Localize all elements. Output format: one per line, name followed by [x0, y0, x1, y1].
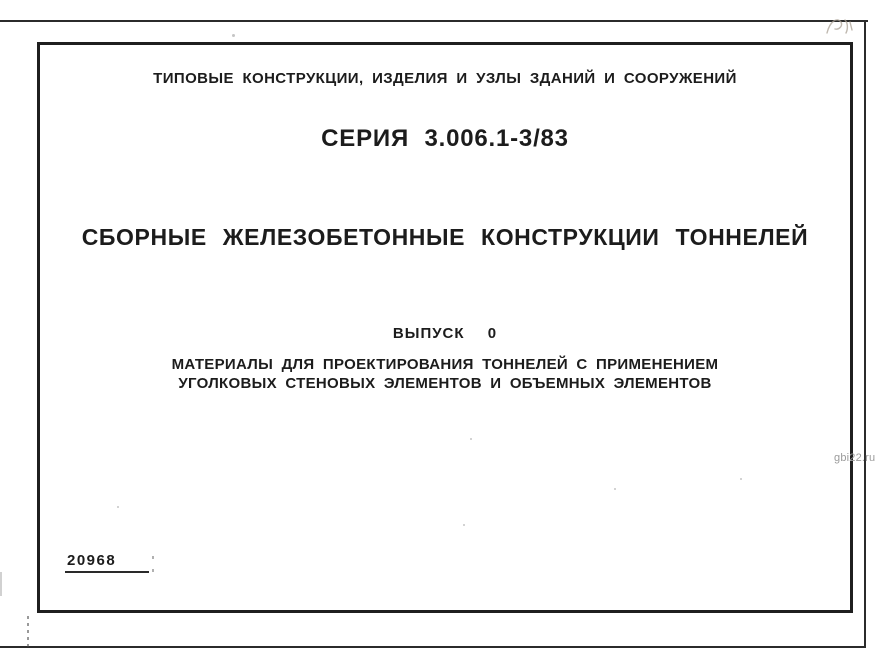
document-stamp-number: 20968 — [65, 552, 149, 573]
scan-speck — [152, 556, 154, 559]
subtitle-line-2: УГОЛКОВЫХ СТЕНОВЫХ ЭЛЕМЕНТОВ И ОБЪЕМНЫХ ЭЛЕМЕНТОВ — [178, 375, 712, 392]
scan-speck — [232, 34, 235, 37]
scan-speck — [117, 506, 119, 508]
scan-speck — [463, 524, 465, 526]
subtitle-line-1: МАТЕРИАЛЫ ДЛЯ ПРОЕКТИРОВАНИЯ ТОННЕЛЕЙ С ПРИМЕНЕНИЕМ — [171, 356, 719, 373]
document-header: ТИПОВЫЕ КОНСТРУКЦИИ, ИЗДЕЛИЯ И УЗЛЫ ЗДАНИЙ И СООРУЖЕНИЙ — [153, 70, 737, 87]
scan-dash-artifact — [27, 616, 29, 648]
issue-label: ВЫПУСК 0 — [392, 325, 498, 342]
subtitle-block — [37, 355, 853, 393]
scan-speck — [152, 569, 154, 572]
main-title: СБОРНЫЕ ЖЕЛЕЗОБЕТОННЫЕ КОНСТРУКЦИИ ТОННЕЛЕЙ — [81, 224, 809, 250]
sheet-edge-top — [0, 20, 868, 22]
site-watermark: gbi22.ru — [834, 452, 876, 464]
scan-speck — [614, 488, 616, 490]
scan-speck — [470, 438, 472, 440]
sheet-edge-bottom — [0, 646, 866, 648]
sheet-edge-right — [864, 20, 866, 648]
scan-edge-smudge — [0, 572, 2, 596]
scan-speck — [740, 478, 742, 480]
series-title: СЕРИЯ 3.006.1-3/83 — [321, 125, 569, 152]
pencil-scribble-mark — [824, 13, 858, 39]
